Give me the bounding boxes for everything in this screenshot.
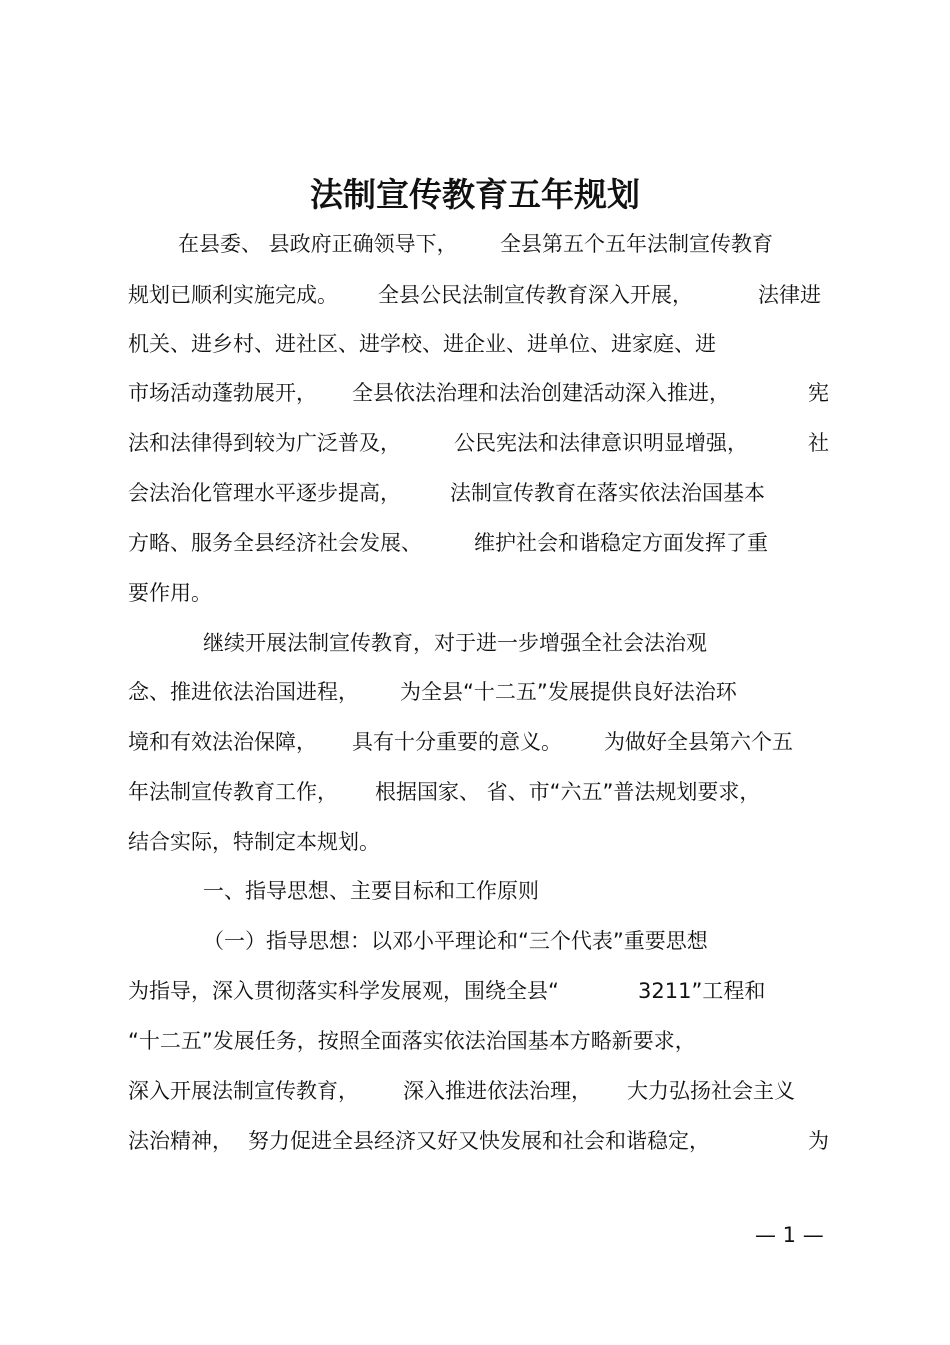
text-line: 为做好全县第六个五 bbox=[604, 730, 793, 754]
text-line: 社 bbox=[808, 431, 829, 455]
text-line: （一）指导思想：以邓小平理论和“三个代表”重要思想 bbox=[203, 929, 708, 953]
section-heading: 一、指导思想、主要目标和工作原则 bbox=[203, 879, 539, 903]
text-line: “十二五”发展任务，按照全面落实依法治国基本方略新要求， bbox=[128, 1029, 696, 1053]
text-line: 法制宣传教育在落实依法治国基本 bbox=[450, 481, 765, 505]
text-line: 根据国家、 省、市“六五”普法规划要求， bbox=[375, 780, 761, 804]
text-line: 全县依法治理和法治创建活动深入推进， bbox=[352, 381, 730, 405]
text-line: 维护社会和谐稳定方面发挥了重 bbox=[474, 531, 768, 555]
text-line: 方略、服务全县经济社会发展、 bbox=[128, 531, 422, 555]
text-line: 具有十分重要的意义。 bbox=[352, 730, 562, 754]
text-line: 努力促进全县经济又好又快发展和社会和谐稳定， bbox=[248, 1129, 710, 1153]
text-line: 继续开展法制宣传教育，对于进一步增强全社会法治观 bbox=[203, 631, 707, 655]
text-line: 公民宪法和法律意识明显增强， bbox=[454, 431, 748, 455]
page-number: — 1 — bbox=[755, 1223, 824, 1247]
text-line: 深入推进依法治理， bbox=[403, 1079, 592, 1103]
text-line: 结合实际，特制定本规划。 bbox=[128, 830, 380, 854]
text-line: 市场活动蓬勃展开， bbox=[128, 381, 317, 405]
text-line: 法和法律得到较为广泛普及， bbox=[128, 431, 401, 455]
text-line: 宪 bbox=[808, 381, 829, 405]
text-line: 会法治化管理水平逐步提高， bbox=[128, 481, 401, 505]
text-line: 大力弘扬社会主义 bbox=[627, 1079, 795, 1103]
text-line: 法律进 bbox=[758, 283, 821, 307]
text-line: 境和有效法治保障， bbox=[128, 730, 317, 754]
text-line: 法治精神， bbox=[128, 1129, 233, 1153]
text-line: 为全县“十二五”发展提供良好法治环 bbox=[400, 680, 737, 704]
text-line: 全县公民法制宣传教育深入开展， bbox=[378, 283, 693, 307]
text-line: 念、推进依法治国进程， bbox=[128, 680, 359, 704]
text-line: 全县第五个五年法制宣传教育 bbox=[500, 232, 773, 256]
text-line: 深入开展法制宣传教育， bbox=[128, 1079, 359, 1103]
text-line: 为 bbox=[808, 1129, 829, 1153]
text-line: 3211”工程和 bbox=[638, 979, 766, 1003]
text-line: 要作用。 bbox=[128, 581, 212, 605]
text-line: 机关、进乡村、进社区、进学校、进企业、进单位、进家庭、进 bbox=[128, 332, 716, 356]
text-line: 为指导，深入贯彻落实科学发展观，围绕全县“ bbox=[128, 979, 559, 1003]
text-line: 在县委、 县政府正确领导下， bbox=[178, 232, 458, 256]
text-line: 规划已顺利实施完成。 bbox=[128, 283, 338, 307]
text-line: 年法制宣传教育工作， bbox=[128, 780, 338, 804]
document-title: 法制宣传教育五年规划 bbox=[310, 175, 640, 214]
